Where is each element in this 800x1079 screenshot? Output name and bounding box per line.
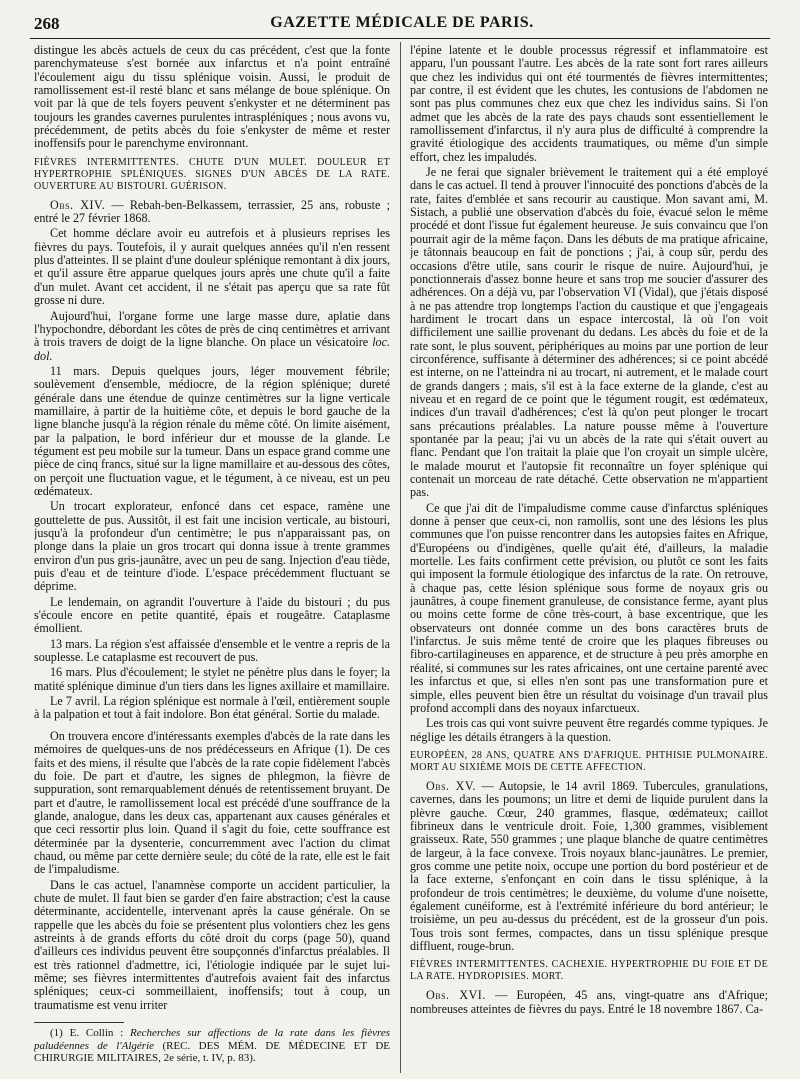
section-heading: FIÈVRES INTERMITTENTES. CACHEXIE. HYPERTROPHIE DU FOIE ET DE LA RATE. HYDROPISIES. MORT. [410,959,768,983]
footnote-reference: (REC. DES MÉM. DE MÉDECINE ET DE CHIRURGIE MILITAIRES, 2e série, t. IV, p. 83). [34,1039,390,1065]
paragraph: Dans le cas actuel, l'anamnèse comporte un accident particulier, la chute de mulet. Il faut bien se garder d'en faire abstraction; c'est la cause déterminante, accidentelle, intervenant après la cause générale. On se rappelle que les abcès du foie se présentent plus volontiers chez les gens astreints à de grands efforts du côté droit du corps (page 50), quand d'ailleurs ces individus peuvent être soupçonnés d'infarctus préalables. Il est très rationnel d'admettre, ici, l'étiologie indiquée par le sujet lui-même; ses fièvres intermittentes d'autrefois avaient fait des infarctus spléniques; ceux-ci sommeillaient, inoffensifs; tout à coup, un traumatisme est venu irriter [34,877,390,1012]
observation-intro [410,989,768,1016]
observation-label: Obs. XIV. [50,197,106,212]
left-column [34,44,390,1076]
footnote-prefix: (1) E. Collin : [50,1027,131,1040]
paragraph: distingue les abcès actuels de ceux du cas précédent, c'est que la fonte parenchymateuse s'est bornée aux infarctus et n'a point entraîné l'écoulement aigu du tissu splénique voisin. Aussi, le produit de ramollissement est-il resté blanc et sans mélange de boue splénique. On voit par là que de tels foyers peuvent s'enkyster et ne déterminent pas toujours les grandes cavernes purulentes intraspléniques ; nous avons vu, précédemment, de petits abcès du foie s'enkyster de même et rester inoffensifs pour le parenchyme environnant. [34,44,390,151]
page-header [34,14,770,36]
footnote-title: Recherches sur affections de la rate dans les fièvres paludéennes de l'Algérie [34,1027,390,1052]
observation-intro [34,199,390,226]
section-heading: FIÈVRES INTERMITTENTES. CHUTE D'UN MULET. DOULEUR ET HYPERTROPHIE SPLÉNIQUES. SIGNES D'UN ABCÈS DE LA RATE. OUVERTURE AU BISTOURI. GUÉRISON. [34,156,390,192]
footnote [34,1027,390,1065]
observation-text: — Européen, 45 ans, vingt-quatre ans d'Afrique; nombreuses atteintes de fièvres du pays. Entré le 18 novembre 1867. Ca- [410,988,768,1016]
paragraph: Le 7 avril. La région splénique est normale à l'œil, entièrement souple à la palpation et tout à fait indolore. Bon état général. Sortie du malade. [34,694,390,722]
paragraph: Cet homme déclare avoir eu autrefois et à plusieurs reprises les fièvres du pays. Toutefois, il y aurait quelques années qu'il n'en ressent plus d'atteintes. Il se plaint d'une douleur splénique remontant à dix jours, et qu'il assure être apparue quelques jours après une chute qu'il a faite d'un mulet. Avant cet accident, il ne s'était pas aperçu que sa rate fût grosse ni dure. [34,226,390,308]
section-heading: EUROPÉEN, 28 ANS, QUATRE ANS D'AFRIQUE. PHTHISIE PULMONAIRE. MORT AU SIXIÈME MOIS DE CETTE AFFECTION. [410,749,768,773]
paragraph: 11 mars. Depuis quelques jours, léger mouvement fébrile; soulèvement d'ensemble, médiocre, de la région splénique; dureté générale dans une étendue de quinze centimètres sur la ligne verticale mamillaire, à partir de la huitième côte, et depuis le bord gauche de la ligne blanche jusqu'à la région rénale du même côté. On limite aisément, par la palpation, le bord inférieur dur et mousse de la glande. Le tégument est peu mobile sur la tumeur. Dans un espace grand comme une pièce de cinq francs, situé sur la ligne mamillaire et au-dessous des côtes, on perçoit une fluctuation vague, et le tégument, à ce niveau, est un peu œdémateux. [34,363,390,498]
paragraph: Le lendemain, on agrandit l'ouverture à l'aide du bistouri ; du pus s'écoule encore en petite quantité, épais et rougeâtre. Cataplasme émollient. [34,594,390,636]
paragraph-with-italic [34,310,390,363]
footnote-rule [34,1022,124,1023]
italic-text: loc. dol. [34,335,390,363]
paragraph: Ce que j'ai dit de l'impaludisme comme cause d'infarctus spléniques donne à penser que ceux-ci, non ramollis, sont une des lésions les plus communes que l'on puisse rencontrer dans les autopsies faites en Afrique, d'Européens ou d'indigènes, quelle qu'ait été, d'ailleurs, la maladie mortelle. Les faits confirment cette prévision, ou plutôt ce sont les faits qui imposent la formule étiologique des infarctus de la rate. On retrouve, à chaque pas, cette lésion splénique sous forme de noyaux gris ou jaunâtres, à coupe finement granuleuse, de consistance ferme, ayant plus ou moins cette forme de cône très-court, à base excentrique, que les observateurs ont donnée comme un des bons caractères bruts de l'infarctus. Je suis même tenté de croire que les plaques fibreuses ou fibro-cartilagineuses en apparence, et de structure à peu près amorphe en réalité, si communes sur les rates africaines, ont une certaine parenté avec les infarctus et que, si elles n'en sont pas une transformation pure et simple, elles peuvent bien être un résultat du voisinage d'un travail plus profond accompli dans des noyaux infarctueux. [410,500,768,715]
page-number: 268 [34,14,60,33]
observation-text: — Rebah-ben-Belkassem, terrassier, 25 ans, robuste ; entré le 27 février 1868. [34,197,390,226]
paragraph: 16 mars. Plus d'écoulement; le stylet ne pénètre plus dans le foyer; la matité splénique diminue d'un tiers dans les lignes axillaire et mamillaire. [34,665,390,693]
right-column [410,44,768,1076]
paragraph: On trouvera encore d'intéressants exemples d'abcès de la rate dans les mémoires de quelques-uns de nos prédécesseurs en Afrique (1). De ces faits et des miens, il résulte que l'abcès de la rate copie fidèlement l'abcès du foie. De part et d'autre, les signes de phlegmon, la fièvre de suppuration, sont remarquablement dénués de retentissement bruyant. De part et d'autre, le ramollissement local est précédé d'une souffrance de la glande, analogue, dans les deux cas, appartenant aux causes générales et que ceci ressortir plus loin. Quand il s'agit du foie, cette souffrance est déterminée par la dysenterie, concurremment avec l'action du climat chaud, ou même par cette dernière seule; du côté de la rate, elle est le fait de l'impaludisme. [34,728,390,877]
paragraph: l'épine latente et le double processus régressif et inflammatoire est apparu, l'un poussant l'autre. Les abcès de la rate sont fort rares ailleurs que chez les individus qui ont été tourmentés de fièvres intermittentes; par contre, il est évident que les chutes, les contusions de l'abdomen ne sont pas plus communes chez eux que chez les individus sains. Si l'on admet que les abcès de la rate des pays chauds sont essentiellement le ramollissement d'infarctus, il n'y aura plus de difficulté à comprendre la gravité étiologique des accidents traumatiques, ou même d'un simple effort, chez les impaludés. [410,44,768,164]
paragraph-text: Aujourd'hui, l'organe forme une large masse dure, aplatie dans l'hypochondre, débordant les côtes de près de cinq centimètres et arrivant à trois travers de doigt de la ligne blanche. On place un vésicatoire [34,308,390,350]
paragraph: Les trois cas qui vont suivre peuvent être regardés comme typiques. Je néglige les détails étrangers à la question. [410,716,768,744]
observation-intro [410,780,768,953]
header-rule [30,38,770,39]
observation-label: Obs. XV. [426,778,477,793]
journal-title: GAZETTE MÉDICALE DE PARIS. [270,14,534,31]
paragraph: Un trocart explorateur, enfoncé dans cet espace, ramène une gouttelette de pus. Aussitôt, il est fait une incision verticale, au bistouri, jusqu'à la profondeur d'un centimètre; le pus n'apparaissant pas, on plonge dans la plaie un gros trocart qui donna issue à trente grammes environ d'un pus gris-jaunâtre, avec un peu de sang. Injection d'eau tiède, puis d'eau et de teinture d'iode. L'espace précédemment fluctuant se déprime. [34,499,390,594]
paragraph: 13 mars. La région s'est affaissée d'ensemble et le ventre a repris de la souplesse. Le cataplasme est recouvert de pus. [34,636,390,665]
observation-text: — Autopsie, le 14 avril 1869. Tubercules, granulations, cavernes, dans les poumons; un litre et demi de liquide purulent dans la plèvre gauche. Cœur, 240 grammes, flasque, œdémateux; caillot fibrineux dans le ventricule droit. Foie, 1,300 grammes, visiblement graisseux. Rate, 550 grammes ; une plaque blanche de quatre centimètres de largeur, à la face convexe. Trois noyaux blanc-jaunâtres. Le premier, gros comme une petite noix, occupe une portion du bord postérieur et de la face externe, s'enfonçant en coin dans le tissu splénique, à la profondeur de trois centimètres; le deuxième, du volume d'une noisette, également cunéiforme, est à l'extrémité inférieure du bord antérieur; le troisième, un peu au-dessus du précédent, est de la grosseur d'un pois. Tous trois sont fermes, compactes, dans un tissu splénique presque diffluent, rouge-brun. [410,778,768,953]
observation-label: Obs. XVI. [426,988,486,1003]
column-divider [400,42,401,1073]
paragraph: Je ne ferai que signaler brièvement le traitement qui a été employé dans le cas actuel. Il tend à prouver l'innocuité des ponctions d'abcès de la rate, faites d'emblée et sans recourir au caustique. Mon savant ami, M. Sistach, a publié une observation d'abcès du foie, évacué selon le même procédé et dont l'issue fut également heureuse. Je suis convaincu que l'on pourrait agir de la même façon. Dans les débuts de ma pratique africaine, je tâtonnais beaucoup en fait de ponctions ; j'ai, à coup sûr, perdu des occasions d'être utile, sans courir le risque de nuire. Aujourd'hui, je ponctionnerais d'assez bonne heure et sans trop me soucier d'assurer des adhérences. On a déjà vu, par l'observation VI (Vidal), que j'étais disposé à ne pas attendre trop longtemps l'action du caustique et que j'engageais hardiment le trocart dans un espace intercostal, là où l'on voit difficilement une saillie provenant du dedans. Les abcès du foie et de la rate sont, le plus souvent, périphériques au moins par une portion de leur circonférence, suffisante à déterminer des adhérences; si ce point abcédé est interne, on ne l'atteindra ni au trocart, ni autrement, et le malade court de grands dangers ; mais, s'il est à la face externe de la glande, c'est au niveau et en regard de ce point que le tégument rougit, est œdémateux, indices d'un travail d'adhérences; c'est là qu'on peut plonger le trocart sans précautions préalables. La nature pousse même à l'ouverture spontanée par la peau; j'ai vu un abcès de la rate qui s'était ouvert au flanc. Pendant que l'on traitait la plaie que l'on croyait un simple ulcère, le malade mourut et l'autopsie fit reconnaître un foyer splénique qui contenait un morceau de rate détaché. Cette observation ne m'appartient pas. [410,165,768,500]
